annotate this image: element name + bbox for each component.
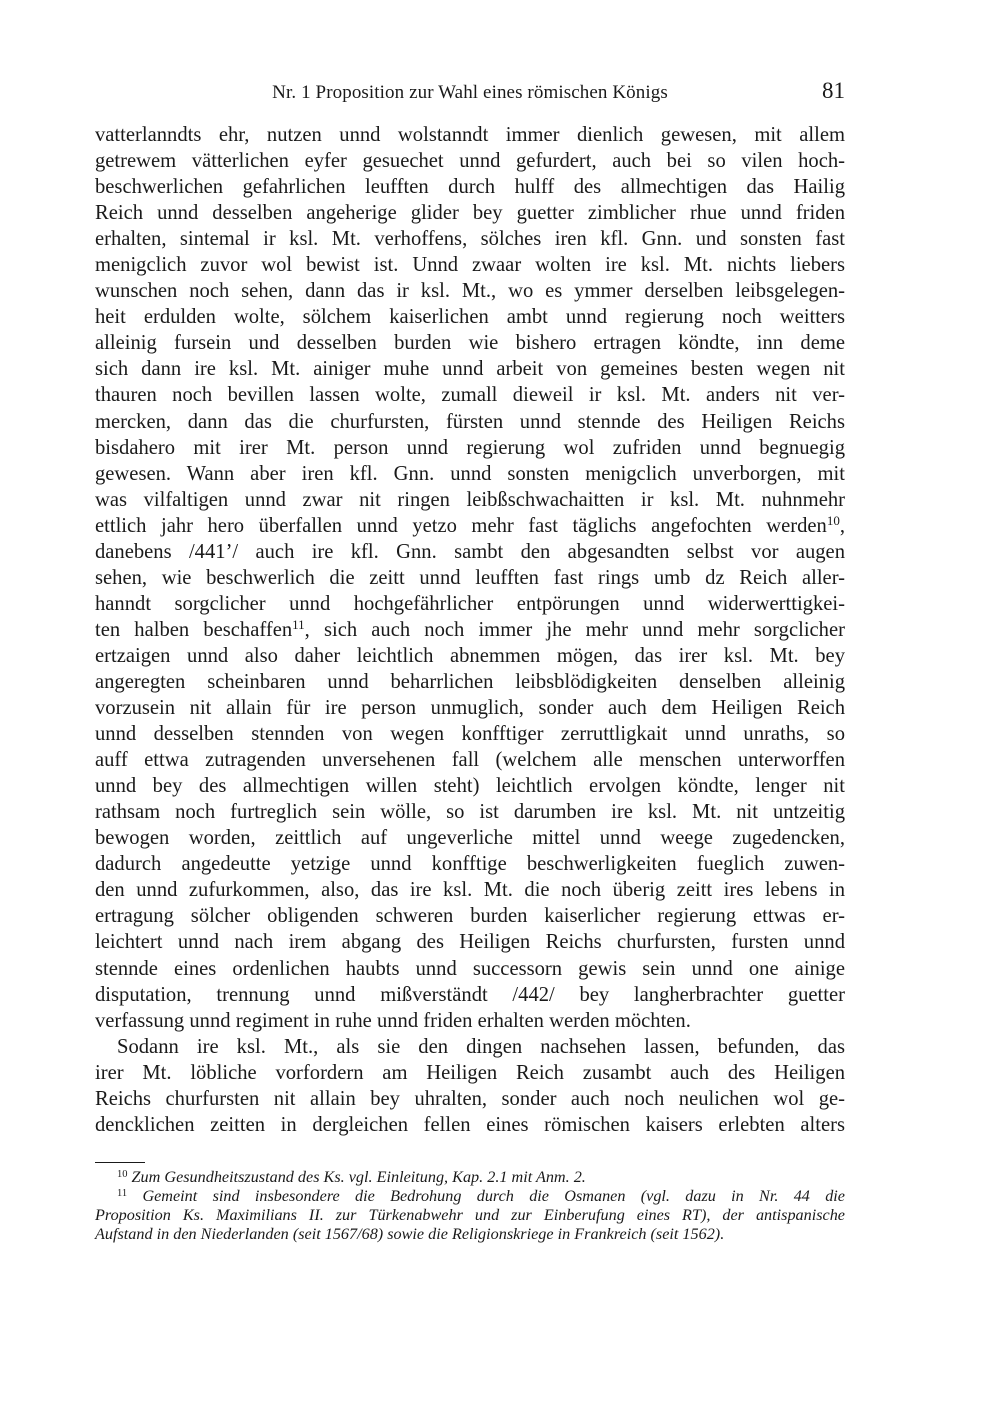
footnote-divider [95, 1162, 145, 1163]
text-line: irer Mt. löbliche vorfordern am Heiligen Reich zusambt auch des Heiligen [95, 1061, 845, 1084]
footnote-text: Gemeint sind insbesondere die Bedrohung durch die Osmanen (vgl. dazu in Nr. 44 die [142, 1187, 845, 1205]
running-header [95, 78, 845, 108]
text-line: heit erdulden wolte, sölchem kaiserlichen ambt unnd regierung noch weitters [95, 306, 845, 329]
footnote-10 [95, 1168, 845, 1187]
text-line: Reichs churfursten nit allain bey uhralten, sonder auch noch neulichen wol ge- [95, 1087, 845, 1110]
text-line [95, 513, 845, 539]
text-line: erhalten, sintemal ir ksl. Mt. verhoffens, sölches iren kfl. Gnn. und sonsten fast [95, 228, 845, 251]
text-line: unnd desselben stennden von wegen konfftiger zerruttligkait unnd unraths, so [95, 723, 845, 746]
text-line: was vilfaltigen unnd zwar nit ringen leibßschwachaitten ir ksl. Mt. nuhnmehr [95, 488, 845, 511]
text-line: rathsam noch furtreglich sein wölle, so ist darumben ire ksl. Mt. nit untzeitig [95, 801, 845, 824]
text-line: dadurch angedeutte yetzige unnd konfftige beschwerligkeiten fueglich zuwen- [95, 853, 845, 876]
text-line: dencklichen zeitten in dergleichen fellen eines römischen kaisers erlebten alters [95, 1113, 845, 1136]
text-segment: , sich auch noch immer jhe mehr unnd mehr sorgclicher [304, 618, 845, 641]
text-line: hanndt sorgclicher unnd hochgefährlicher entpörungen unnd widerwerttigkei- [95, 592, 845, 615]
text-line: disputation, trennung unnd mißverständt /442/ bey langherbrachter guetter [95, 983, 845, 1006]
footnote-number: 10 [117, 1169, 128, 1180]
footnote-text-line: Aufstand in den Niederlanden (seit 1567/68) sowie die Religionskriege in Frankreich (seit 1562). [95, 1225, 725, 1243]
text-line: mercken, dann das die churfursten, fürsten unnd stennde des Heiligen Reichs [95, 410, 845, 433]
text-line: sehen, wie beschwerlich die zeitt unnd leufften fast rings umb dz Reich aller- [95, 566, 845, 589]
running-title: Nr. 1 Proposition zur Wahl eines römischen Königs [272, 82, 668, 103]
text-line: vorzusein nit allain für ire person unmuglich, sonder auch dem Heiligen Reich [95, 697, 845, 720]
text-line: beschwerlichen gefahrlichen leufften durch hulff des allmechtigen das Hailig [95, 176, 845, 199]
text-line: gewesen. Wann aber iren kfl. Gnn. unnd sonsten menigclich unverborgen, mit [95, 462, 845, 485]
footnote-number: 11 [117, 1188, 128, 1199]
text-line: verfassung unnd regiment in ruhe unnd friden erhalten werden möchten. [95, 1009, 691, 1032]
footnote-ref-11[interactable]: 11 [292, 616, 305, 632]
text-segment: ettlich jahr hero überfallen unnd yetzo mehr fast täglichs angefochten werden [95, 514, 827, 537]
text-line: bisdahero mit irer Mt. person unnd regierung wol zufriden unnd begnuegig [95, 436, 845, 459]
text-line: menigclich zuvor wol bewist ist. Unnd zwaar wolten ire ksl. Mt. nichts liebers [95, 254, 845, 277]
footnote-text-line: Proposition Ks. Maximilians II. zur Türkenabwehr und zur Einberufung eines RT), der antispanische [95, 1206, 845, 1224]
text-line: getrewem vätterlichen eyfer gesuechet unnd gefurdert, auch bei so vilen hoch- [95, 150, 845, 173]
text-line: danebens /441’/ auch ire kfl. Gnn. sambt den abgesandten selbst vor augen [95, 540, 845, 563]
text-line: vatterlanndts ehr, nutzen unnd wolstanndt immer dienlich gewesen, mit allem [95, 124, 845, 146]
text-line: sich dann ire ksl. Mt. ainiger muhe unnd arbeit von gemeines besten wegen nit [95, 358, 845, 381]
text-line: bewogen worden, zeittlich auf ungeverliche mittel unnd weege zugedencken, [95, 827, 845, 850]
text-line: wunschen noch sehen, dann das ir ksl. Mt., wo es ymmer derselben leibsgelegen- [95, 280, 845, 303]
footnote-11 [95, 1187, 845, 1206]
text-line: Reich unnd desselben angeherige glider bey guetter zimblicher rhue unnd friden [95, 202, 845, 225]
page-number: 81 [822, 78, 845, 103]
text-line: ertzaigen unnd also daher leichtlich abnemmen mögen, das irer ksl. Mt. bey [95, 644, 845, 667]
footnotes [95, 1168, 845, 1244]
text-line [95, 617, 845, 643]
footnote-text: Zum Gesundheitszustand des Ks. vgl. Einleitung, Kap. 2.1 mit Anm. 2. [131, 1168, 586, 1186]
text-line: unnd bey des allmechtigen willen steht) leichtlich ervolgen köndte, lenger nit [95, 775, 845, 798]
text-line: angeregten scheinbaren unnd beharrlichen leibsblödigkeiten denselben alleinig [95, 670, 845, 693]
text-line: ertragung sölcher obligenden schweren burden kaiserlicher regierung ettwas er- [95, 905, 845, 928]
footnote-ref-10[interactable]: 10 [826, 512, 840, 528]
text-line: leichtert unnd nach irem abgang des Heiligen Reichs churfursten, fursten unnd [95, 931, 845, 954]
text-line: den unnd zufurkommen, also, das ire ksl. Mt. die noch überig zeitt ires lebens in [95, 879, 845, 902]
text-line: stennde eines ordenlichen haubts unnd successorn gewis sein unnd one ainige [95, 957, 845, 980]
text-line: auff ettwa zutragenden unversehenen fall (welchem alle menschen unterworffen [95, 749, 845, 772]
text-line: Sodann ire ksl. Mt., als sie den dingen nachsehen lassen, befunden, das [117, 1035, 845, 1058]
text-line: thauren noch bevillen lassen wolte, zumall dieweil ir ksl. Mt. anders nit ver- [95, 384, 845, 407]
text-segment: , [839, 514, 845, 537]
text-line: alleinig fursein und desselben burden wie bishero ertragen köndte, inn deme [95, 332, 845, 355]
text-segment: ten halben beschaffen [95, 618, 293, 641]
main-text [95, 122, 845, 1138]
